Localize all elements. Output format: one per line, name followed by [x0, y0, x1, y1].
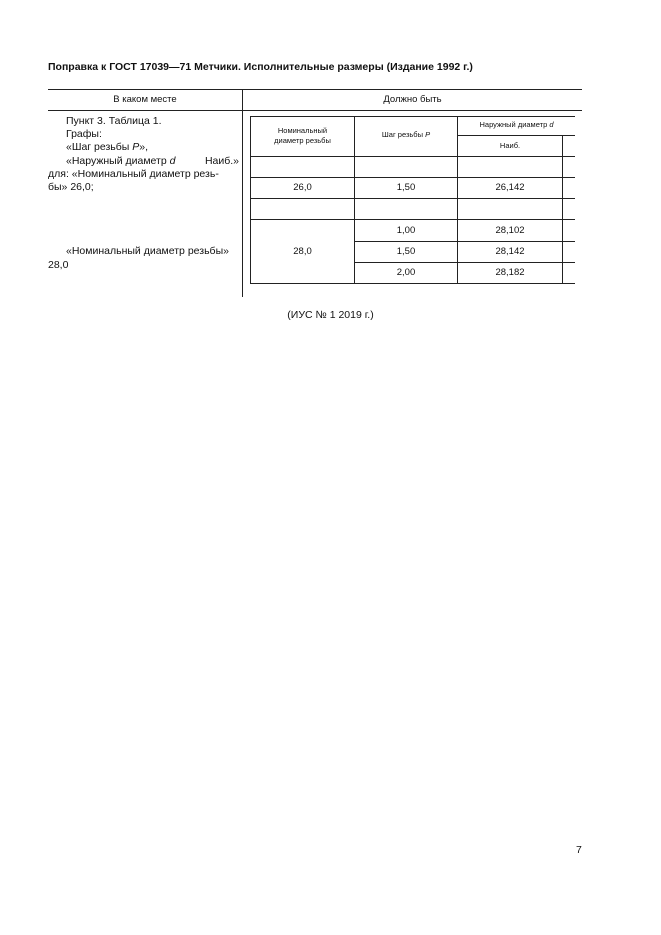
inner-row-rule-4: [354, 241, 575, 242]
header-bottom-rule: [48, 110, 582, 111]
inner-row-rule-5: [354, 262, 575, 263]
column-divider: [242, 89, 243, 297]
inner-row-rule-3: [250, 219, 575, 220]
inner-row-rule-2: [250, 198, 575, 199]
table-top-rule: [48, 89, 582, 90]
left-line-7: «Номинальный диаметр резьбы»: [66, 245, 229, 257]
header-outer-diameter: Наружный диаметр d: [479, 120, 554, 129]
bulletin-reference: (ИУС № 1 2019 г.): [287, 309, 374, 321]
inner-table-top: [250, 116, 575, 117]
column-header-where: В каком месте: [113, 94, 177, 105]
cell-outer-28-c: 28,182: [495, 267, 525, 278]
column-header-should-be: Должно быть: [383, 94, 442, 105]
cell-pitch-28-a: 1,00: [396, 225, 416, 236]
document-title: Поправка к ГОСТ 17039—71 Метчики. Исполнительные размеры (Издание 1992 г.): [48, 61, 473, 73]
page-number: 7: [576, 844, 582, 856]
left-line-2: Графы:: [66, 128, 102, 140]
cell-outer-28-b: 28,142: [495, 246, 525, 257]
inner-table-bottom: [250, 283, 575, 284]
left-line-4: «Наружный диаметр d Наиб.»: [66, 155, 239, 167]
cell-nominal-28: 28,0: [293, 246, 312, 257]
left-line-3: «Шаг резьбы P»,: [66, 141, 149, 153]
header-pitch: Шаг резьбы P: [381, 130, 431, 139]
left-line-5: для: «Номинальный диаметр резь-: [48, 168, 219, 180]
cell-nominal-26: 26,0: [293, 182, 312, 193]
cell-pitch-28-b: 1,50: [396, 246, 416, 257]
left-line-8: 28,0: [48, 259, 69, 271]
header-nominal-diameter: Номинальный диаметр резьбы: [274, 126, 331, 145]
cell-pitch-28-c: 2,00: [396, 267, 416, 278]
cell-pitch-26: 1,50: [396, 182, 416, 193]
cell-outer-26: 26,142: [495, 182, 525, 193]
inner-col-4-left: [562, 135, 563, 283]
inner-col-2-left: [354, 116, 355, 283]
left-line-6: бы» 26,0;: [48, 181, 94, 193]
inner-row-rule-1: [250, 177, 575, 178]
inner-header-bottom: [250, 156, 575, 157]
left-line-1: Пункт 3. Таблица 1.: [66, 115, 162, 127]
header-max: Наиб.: [499, 141, 521, 150]
cell-outer-28-a: 28,102: [495, 225, 525, 236]
inner-subheader-rule: [457, 135, 575, 136]
